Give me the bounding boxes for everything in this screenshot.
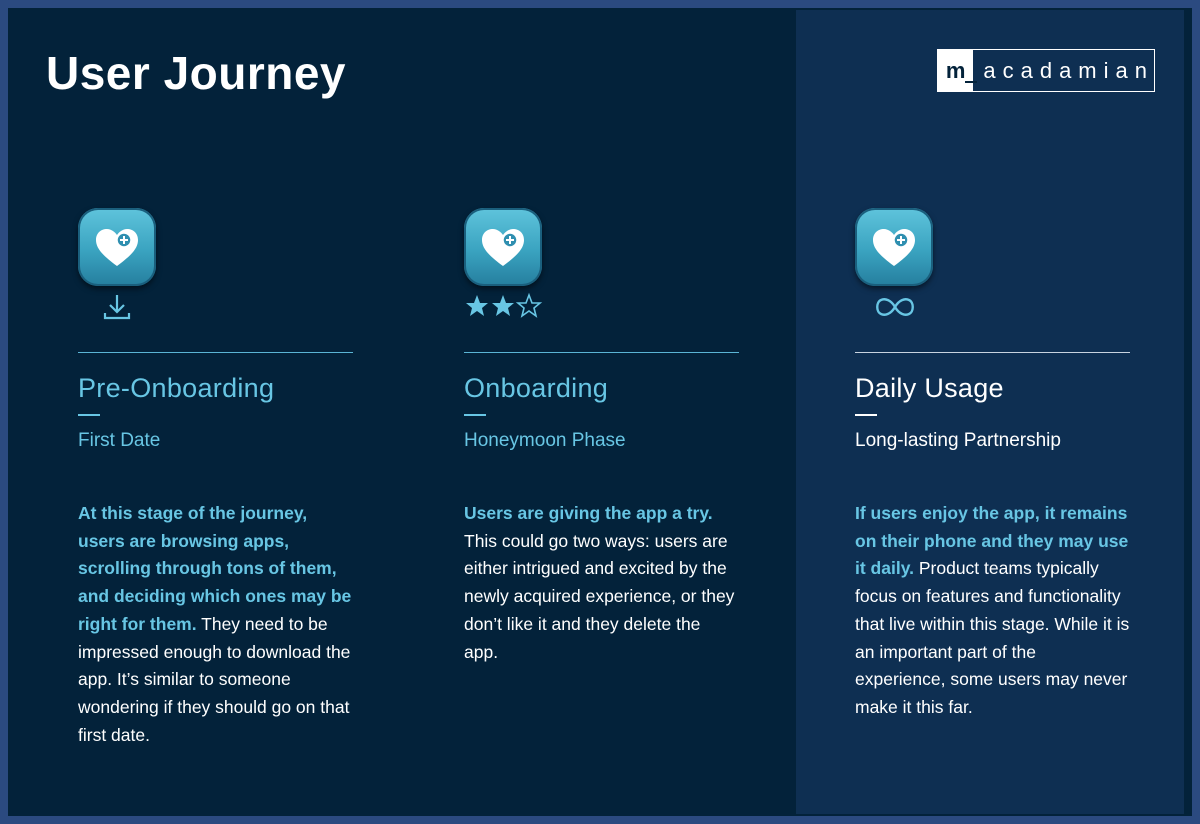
stage-lead: If users enjoy the app, it remains on their phone and they may use it daily.: [855, 503, 1129, 579]
stage-body: Product teams typically focus on features and functionality that live within this stage. While it is an important part of the experience, some users may never make it this far.: [855, 558, 1130, 717]
heart-app-icon: [464, 208, 542, 286]
stage-description: [464, 500, 739, 666]
heart-app-icon: [78, 208, 156, 286]
logo-text: acadamian: [983, 57, 1154, 83]
stage-pre-onboarding: [78, 208, 353, 749]
infinity-icon: [873, 292, 1130, 332]
stage-subtitle: Honeymoon Phase: [464, 430, 626, 451]
divider: [855, 352, 1130, 353]
page-title: User Journey: [46, 47, 347, 99]
divider: [78, 352, 353, 353]
title-underline: [78, 414, 100, 416]
stage-lead: At this stage of the journey, users are browsing apps, scrolling through tons of them, and deciding which ones may be right for them.: [78, 503, 352, 634]
stage-lead: Users are giving the app a try.: [464, 503, 713, 523]
download-icon: [102, 292, 353, 332]
stage-subtitle: Long-lasting Partnership: [855, 430, 1061, 451]
heart-app-icon: [855, 208, 933, 286]
stage-body: This could go two ways: users are either intrigued and excited by the newly acquired experience, or they don’t like it and they delete the app.: [464, 530, 735, 662]
logo-mark: m: [938, 50, 973, 91]
title-underline: [855, 414, 877, 416]
stage-onboarding: [464, 208, 739, 666]
stage-title: Onboarding: [464, 373, 609, 403]
stage-body: They need to be impressed enough to download the app. It’s similar to someone wondering if they should go on that first date.: [78, 613, 351, 745]
stage-subtitle: First Date: [78, 430, 161, 451]
stage-title: Daily Usage: [855, 373, 1004, 403]
macadamian-logo: [937, 49, 1155, 92]
stage-description: [855, 500, 1130, 722]
star-rating-icon: [464, 292, 739, 332]
stage-title: Pre-Onboarding: [78, 373, 275, 403]
stage-daily-usage: [855, 208, 1130, 722]
divider: [464, 352, 739, 353]
stage-description: [78, 500, 353, 749]
title-underline: [464, 414, 486, 416]
